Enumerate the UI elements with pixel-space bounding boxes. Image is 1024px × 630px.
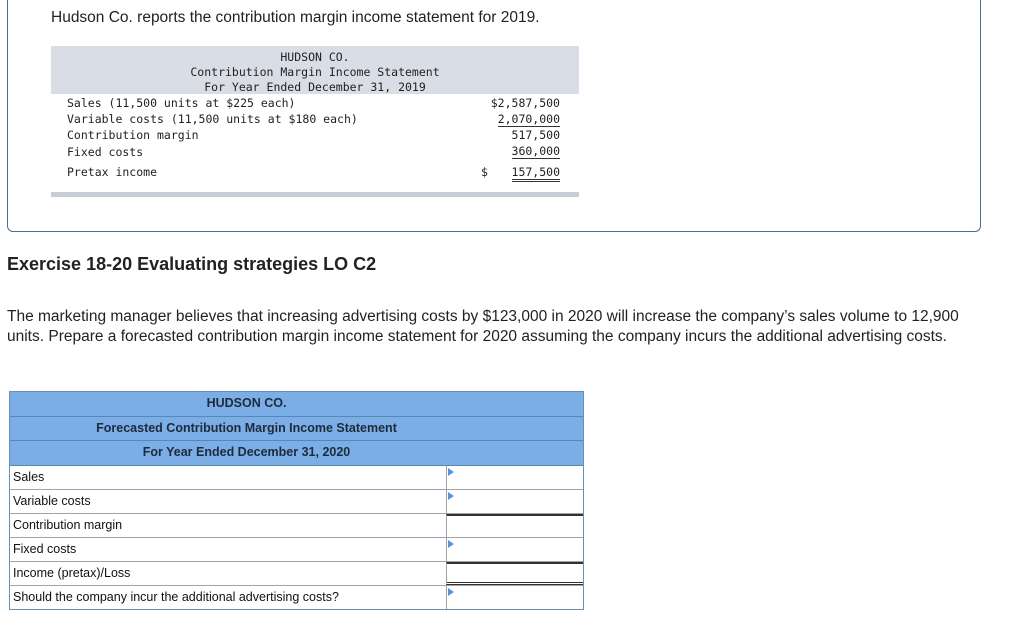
forecast-table (9, 391, 584, 610)
forecast-label-fixed-costs: Fixed costs (13, 541, 77, 556)
dropdown-marker-icon (448, 588, 454, 596)
dropdown-marker-icon (448, 492, 454, 500)
table-row (10, 490, 583, 514)
forecast-statement-title: Forecasted Contribution Margin Income Statement (10, 417, 583, 442)
pretax-income-input[interactable] (446, 562, 583, 585)
given-row-label-pretax-income: Pretax income (67, 165, 158, 179)
given-statement-footer-bar (51, 192, 579, 197)
fixed-costs-input[interactable] (446, 538, 583, 561)
given-statement-title: Contribution Margin Income Statement (190, 65, 440, 79)
given-row-value-contribution-margin: 517,500 (511, 128, 560, 142)
given-statement-period: For Year Ended December 31, 2019 (204, 80, 426, 94)
forecast-label-pretax-income: Income (pretax)/Loss (13, 565, 131, 580)
dropdown-marker-icon (448, 468, 454, 476)
table-row (10, 538, 583, 562)
forecast-label-contribution-margin: Contribution margin (13, 517, 123, 532)
given-income-statement (51, 46, 579, 198)
table-row (10, 562, 583, 586)
given-row-currency-pretax-income: $ (481, 165, 488, 179)
given-row-value-variable-costs: 2,070,000 (497, 112, 560, 126)
forecast-label-sales: Sales (13, 469, 45, 484)
table-row (10, 586, 583, 609)
given-row-label-fixed-costs: Fixed costs (67, 145, 144, 159)
dropdown-marker-icon (448, 540, 454, 548)
exercise-title: Exercise 18-20 Evaluating strategies LO C2 (7, 254, 377, 274)
given-row-label-contribution-margin: Contribution margin (67, 128, 199, 142)
given-row-value-pretax-income: 157,500 (512, 165, 560, 182)
decision-select[interactable] (446, 586, 583, 609)
given-company-name: HUDSON CO. (280, 50, 350, 64)
variable-costs-input[interactable] (446, 490, 583, 513)
forecast-label-decision-question: Should the company incur the additional advertising costs? (13, 589, 339, 604)
given-row-label-variable-costs: Variable costs (11,500 units at $180 each) (67, 112, 358, 126)
contribution-margin-input[interactable] (446, 514, 583, 537)
forecast-label-variable-costs: Variable costs (13, 493, 91, 508)
intro-text: Hudson Co. reports the contribution margin income statement for 2019. (51, 9, 540, 26)
given-row-value-fixed-costs: 360,000 (511, 144, 560, 158)
given-row-value-sales: $2,587,500 (490, 96, 560, 110)
table-row (10, 466, 583, 490)
given-row-label-sales: Sales (11,500 units at $225 each) (67, 96, 296, 110)
sales-input[interactable] (446, 466, 583, 489)
table-row (10, 514, 583, 538)
forecast-company-name: HUDSON CO. (10, 392, 583, 417)
forecast-statement-period: For Year Ended December 31, 2020 (10, 441, 583, 466)
exercise-instructions: The marketing manager believes that increasing advertising costs by $123,000 in 2020 will increase the company’s sales volume to 12,900 units. Prepare a forecasted contribution margin income statement for 2020 assuming the company incurs the additional advertising costs. (7, 308, 959, 345)
